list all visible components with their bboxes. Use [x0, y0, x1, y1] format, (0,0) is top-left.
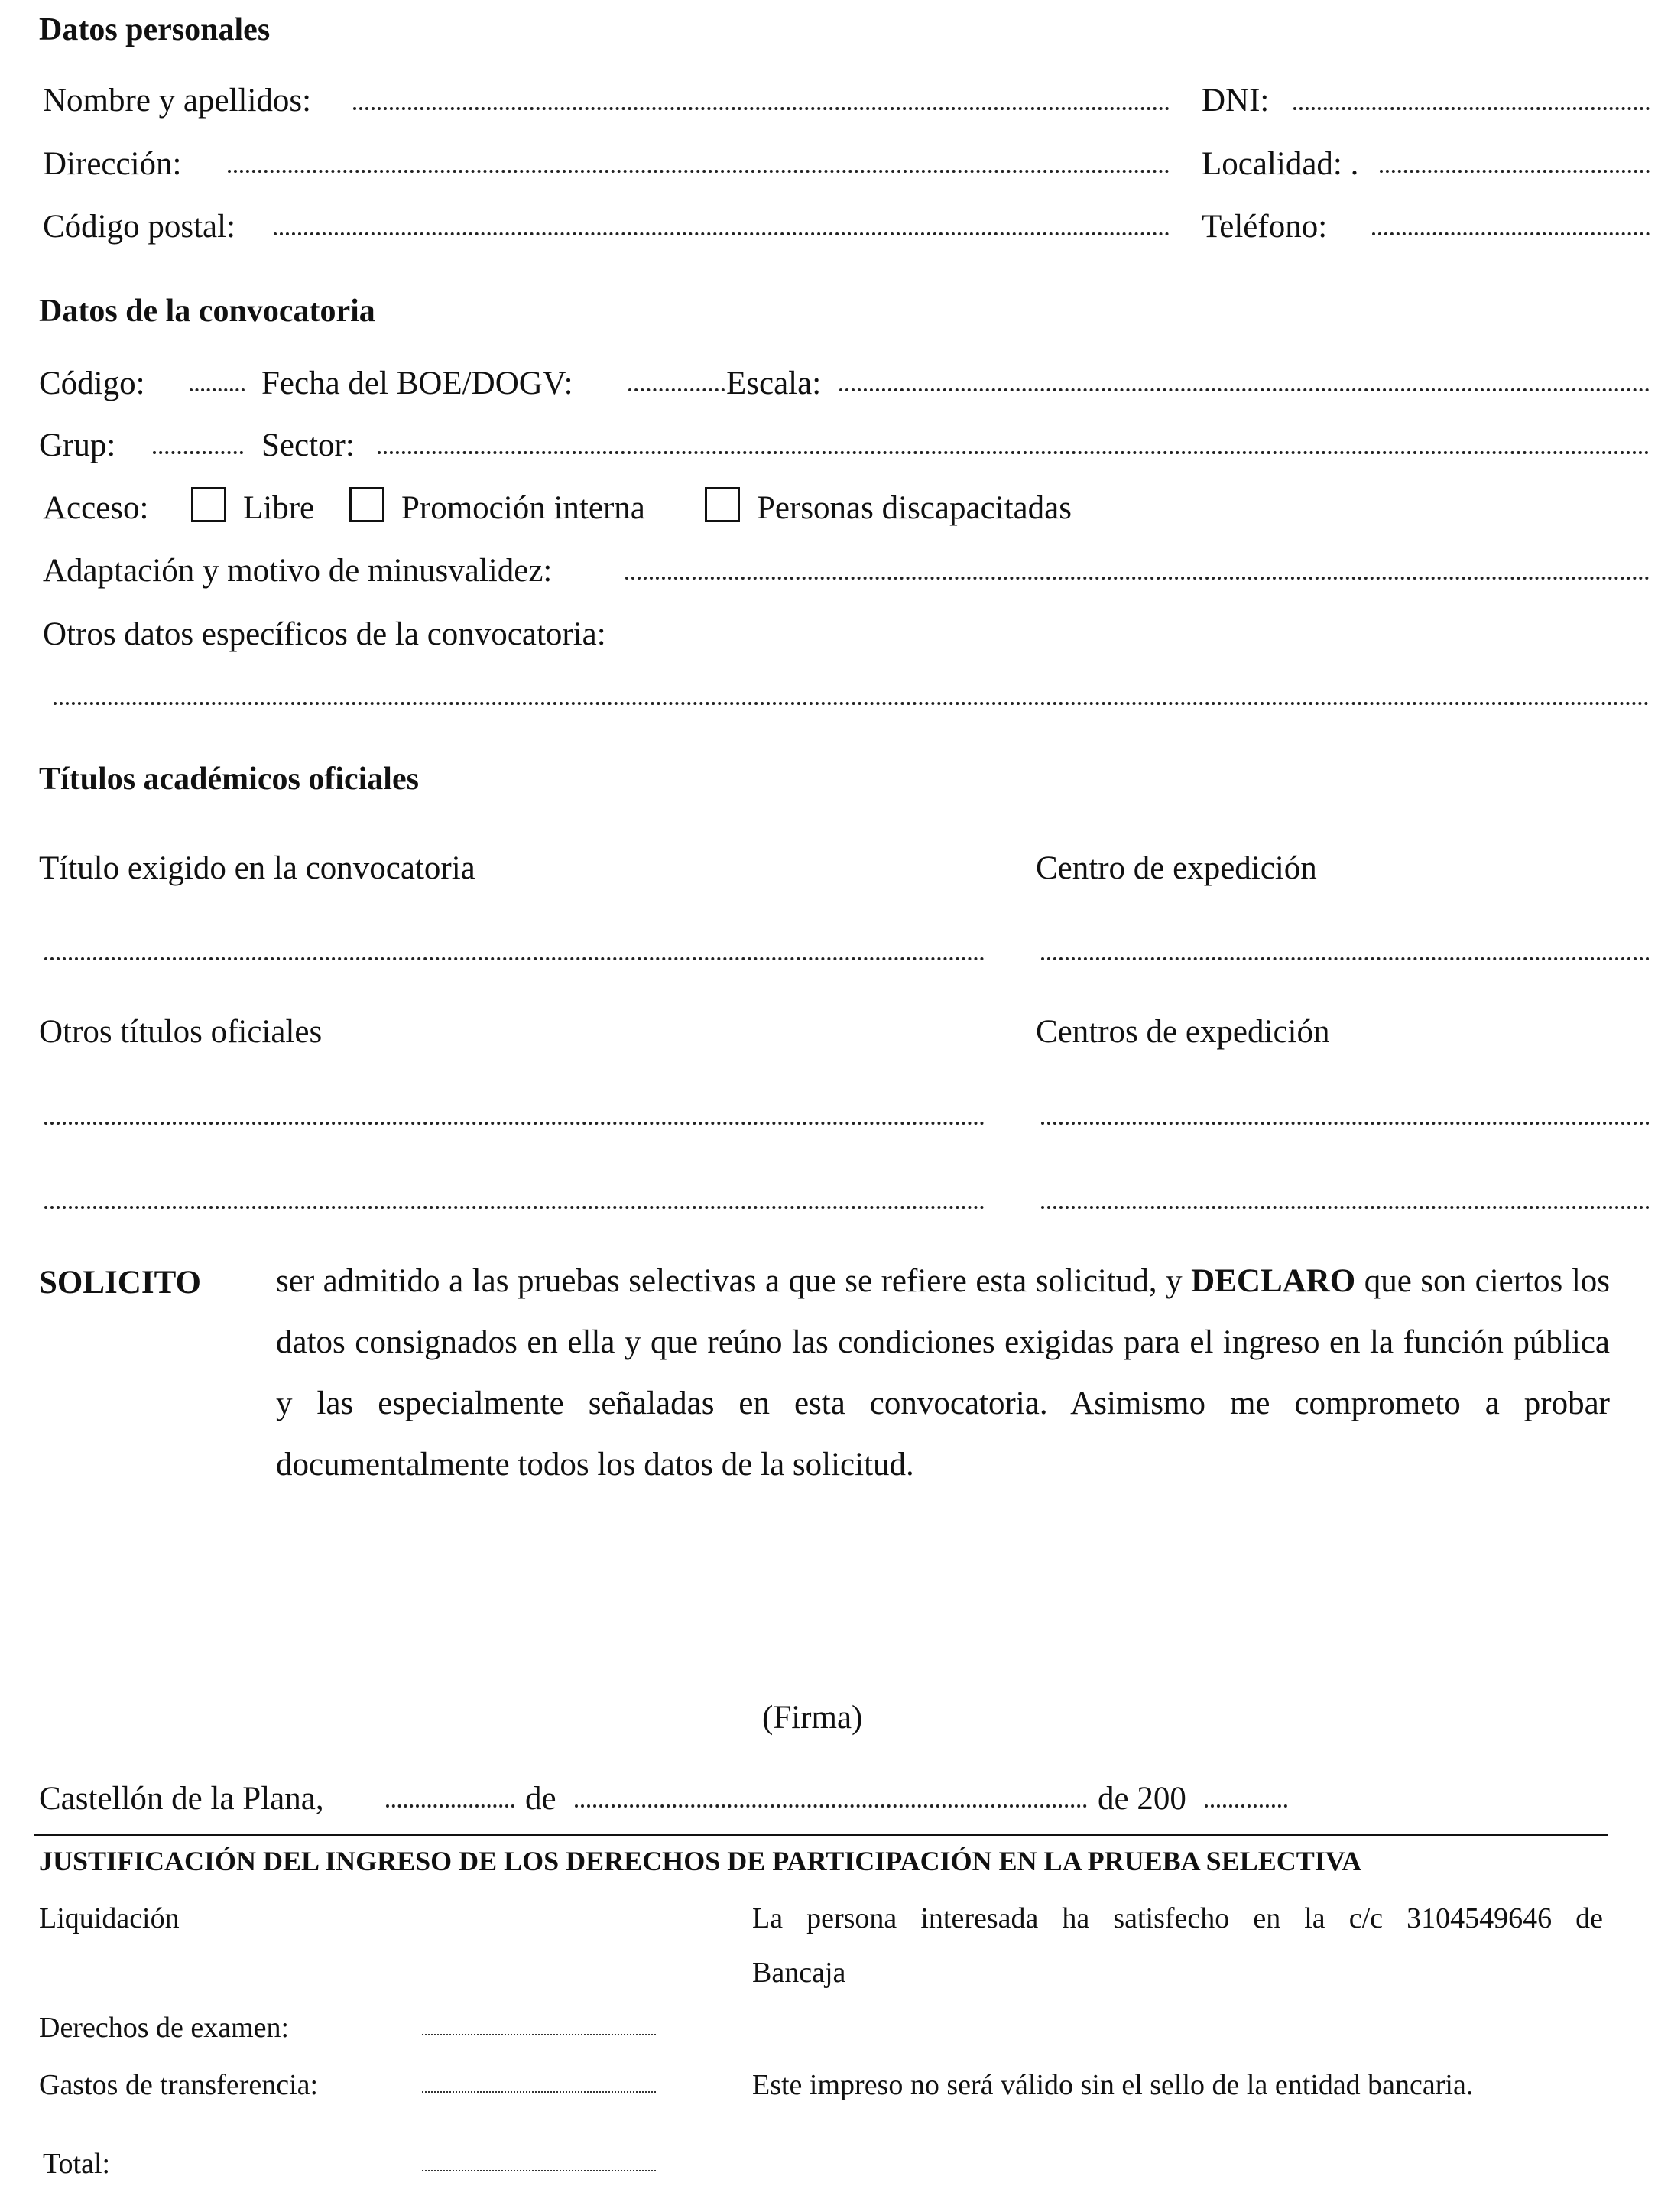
firma-de-1: de: [525, 1781, 556, 1817]
dni-field[interactable]: [1293, 107, 1650, 110]
firma-place: Castellón de la Plana,: [39, 1781, 324, 1817]
section-heading-titulos: Títulos académicos oficiales: [39, 762, 419, 797]
gastos-transferencia-label: Gastos de transferencia:: [39, 2069, 319, 2101]
codigo-postal-field[interactable]: [274, 232, 1170, 235]
codigo-postal-label: Código postal:: [43, 209, 236, 245]
localidad-label: Localidad: .: [1202, 146, 1359, 182]
nombre-field[interactable]: [353, 107, 1170, 110]
codigo-field[interactable]: [190, 388, 245, 391]
dni-label: DNI:: [1202, 83, 1270, 119]
solicito-text-2: que son ciertos los datos consignados en ella y que reúno las condiciones exigidas para el ingreso en la función pública y las especialmente señaladas en esta convocatoria. Asimismo me comprometo a probar documentalmente todos los datos de la solicitud.: [276, 1263, 1610, 1483]
firma-de-2: de 200: [1098, 1781, 1186, 1817]
sector-label: Sector:: [261, 427, 355, 463]
firma-year-field[interactable]: [1205, 1804, 1287, 1808]
acceso-label: Acceso:: [43, 490, 149, 526]
acceso-discapacitadas-label: Personas discapacitadas: [757, 490, 1072, 526]
centros-expedicion-field-1[interactable]: [1041, 1122, 1650, 1125]
derechos-examen-label: Derechos de examen:: [39, 2012, 290, 2044]
codigo-label: Código:: [39, 365, 145, 401]
firma-month-field[interactable]: [575, 1804, 1087, 1808]
direccion-label: Dirección:: [43, 146, 182, 182]
acceso-libre-label: Libre: [243, 490, 315, 526]
gastos-transferencia-field[interactable]: [422, 2091, 656, 2093]
titulo-exigido-field[interactable]: [44, 957, 985, 960]
otros-titulos-field-1[interactable]: [44, 1122, 985, 1125]
total-label: Total:: [43, 2148, 111, 2180]
centros-expedicion-label: Centros de expedición: [1036, 1014, 1330, 1050]
solicito-keyword: SOLICITO: [39, 1265, 201, 1301]
bank-note-line-1: La persona interesada ha satisfecho en la c/c 3104549646 de: [752, 1902, 1603, 1934]
acceso-libre-checkbox[interactable]: [191, 487, 226, 522]
derechos-examen-field[interactable]: [422, 2034, 656, 2035]
adaptacion-label: Adaptación y motivo de minusvalidez:: [43, 553, 553, 589]
telefono-field[interactable]: [1372, 232, 1650, 235]
grup-label: Grup:: [39, 427, 116, 463]
section-heading-convocatoria: Datos de la convocatoria: [39, 294, 375, 329]
firma-label: (Firma): [762, 1700, 863, 1736]
validity-note: Este impreso no será válido sin el sello de la entidad bancaria.: [752, 2069, 1474, 2101]
fecha-field[interactable]: [628, 388, 725, 391]
fecha-label: Fecha del BOE/DOGV:: [261, 365, 573, 401]
bank-note-line-2: Bancaja: [752, 1957, 846, 1989]
otros-datos-field[interactable]: [54, 702, 1650, 705]
grup-field[interactable]: [153, 451, 243, 454]
centro-expedicion-label: Centro de expedición: [1036, 850, 1317, 886]
solicito-paragraph: [276, 1251, 1610, 1496]
centros-expedicion-field-2[interactable]: [1041, 1206, 1650, 1209]
firma-day-field[interactable]: [386, 1804, 514, 1808]
solicito-text-1: ser admitido a las pruebas selectivas a que se refiere esta solicitud, y: [276, 1263, 1192, 1299]
divider-rule: [34, 1834, 1608, 1836]
declaro-keyword: DECLARO: [1191, 1263, 1356, 1299]
escala-label: Escala:: [726, 365, 822, 401]
sector-field[interactable]: [378, 451, 1650, 454]
nombre-label: Nombre y apellidos:: [43, 83, 312, 119]
justificacion-heading: JUSTIFICACIÓN DEL INGRESO DE LOS DERECHOS DE PARTICIPACIÓN EN LA PRUEBA SELECTIVA: [39, 1846, 1362, 1876]
acceso-promocion-label: Promoción interna: [401, 490, 645, 526]
acceso-discapacitadas-checkbox[interactable]: [705, 487, 740, 522]
adaptacion-field[interactable]: [625, 577, 1650, 580]
otros-titulos-label: Otros títulos oficiales: [39, 1014, 323, 1050]
section-heading-personal: Datos personales: [39, 12, 271, 47]
localidad-field[interactable]: [1380, 170, 1650, 173]
direccion-field[interactable]: [228, 170, 1170, 173]
liquidacion-label: Liquidación: [39, 1902, 180, 1934]
escala-field[interactable]: [839, 388, 1650, 391]
total-field[interactable]: [422, 2170, 656, 2171]
titulo-exigido-label: Título exigido en la convocatoria: [39, 850, 475, 886]
centro-expedicion-field[interactable]: [1041, 957, 1650, 960]
otros-titulos-field-2[interactable]: [44, 1206, 985, 1209]
telefono-label: Teléfono:: [1202, 209, 1328, 245]
otros-datos-label: Otros datos específicos de la convocatoria:: [43, 616, 606, 652]
acceso-promocion-checkbox[interactable]: [349, 487, 384, 522]
